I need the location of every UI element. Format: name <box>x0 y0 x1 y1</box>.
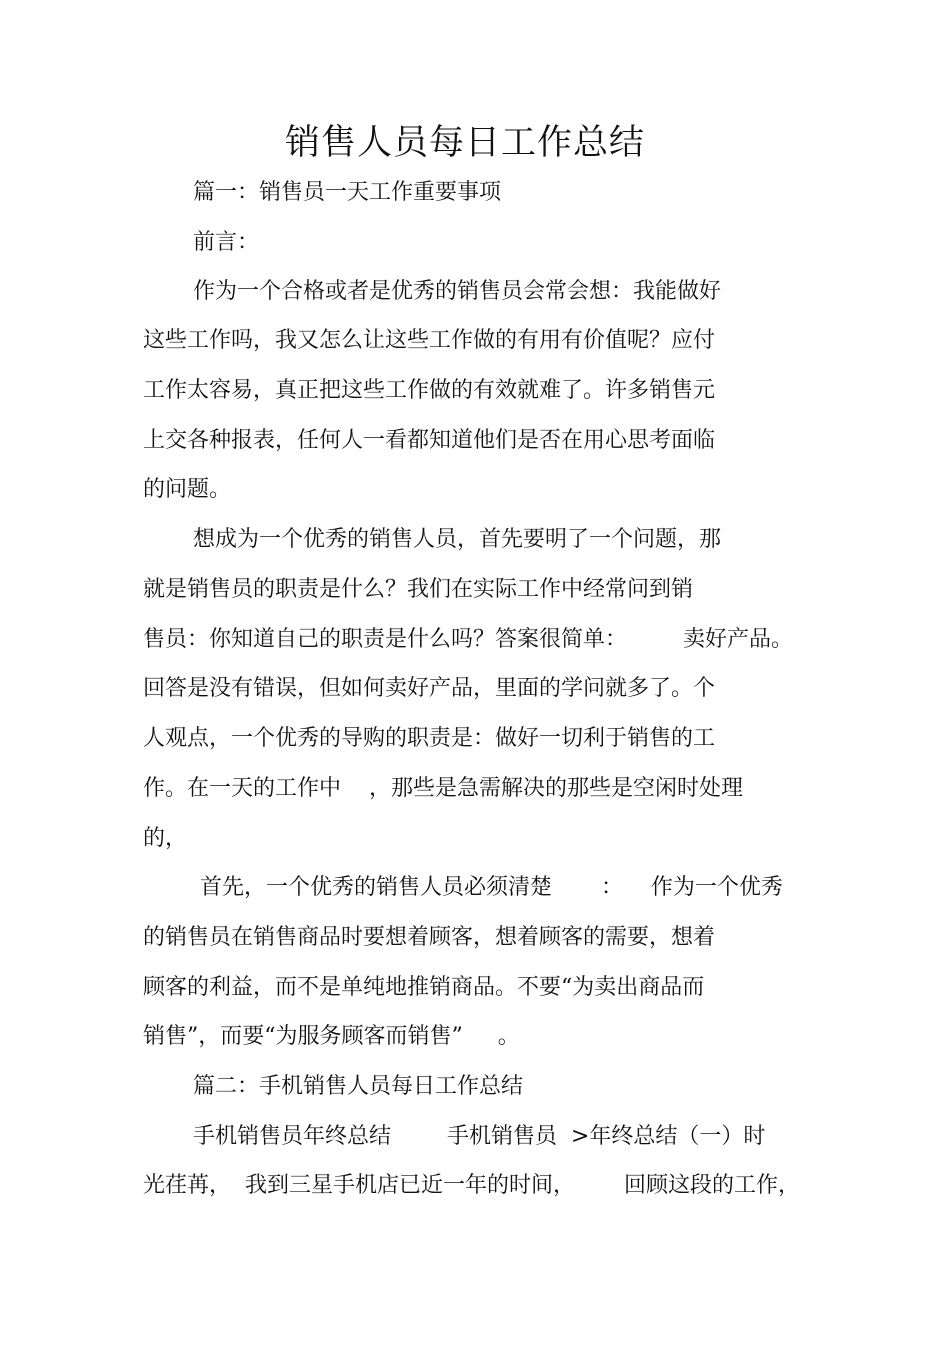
paragraph-line: 首先，一个优秀的销售人员必须清楚 ： 作为一个优秀 <box>193 875 783 900</box>
paragraph-line: 顾客的利益，而不是单纯地推销商品。不要“为卖出商品而 <box>143 975 705 1000</box>
paragraph-line: 作为一个合格或者是优秀的销售员会常会想：我能做好 <box>193 279 722 304</box>
paragraph-line: 作。在一天的工作中 ，那些是急需解决的那些是空闲时处理 <box>143 776 743 801</box>
section-heading-2: 篇二：手机销售人员每日工作总结 <box>193 1074 524 1099</box>
paragraph-line: 上交各种报表，任何人一看都知道他们是否在用心思考面临 <box>143 428 716 453</box>
paragraph-line: 的销售员在销售商品时要想着顾客，想着顾客的需要，想着 <box>143 925 716 950</box>
paragraph-line: 这些工作吗，我又怎么让这些工作做的有用有价值呢？应付 <box>143 328 716 353</box>
paragraph-line: 的， <box>143 826 188 851</box>
paragraph-line: 手机销售员年终总结 手机销售员 >年终总结（一）时 <box>193 1124 766 1149</box>
paragraph-line: 售员：你知道自己的职责是什么吗？答案很简单： 卖好产品。 <box>143 627 793 652</box>
paragraph-line: 人观点，一个优秀的导购的职责是：做好一切利于销售的工 <box>143 726 716 751</box>
paragraph-line: 的问题。 <box>143 477 232 502</box>
paragraph-line: 工作太容易，真正把这些工作做的有效就难了。许多销售元 <box>143 378 716 403</box>
document-title: 销售人员每日工作总结 <box>284 123 645 163</box>
paragraph-line: 想成为一个优秀的销售人员，首先要明了一个问题，那 <box>193 527 722 552</box>
paragraph-line: 回答是没有错误，但如何卖好产品，里面的学问就多了。个 <box>143 676 716 701</box>
paragraph-line: 前言： <box>193 230 260 255</box>
section-heading-1: 篇一：销售员一天工作重要事项 <box>193 180 502 205</box>
paragraph-line: 销售”，而要“为服务顾客而销售” 。 <box>143 1024 520 1049</box>
paragraph-line: 光荏苒， 我到三星手机店已近一年的时间， 回顾这段的工作， <box>143 1173 800 1198</box>
paragraph-line: 就是销售员的职责是什么？我们在实际工作中经常问到销 <box>143 577 694 602</box>
